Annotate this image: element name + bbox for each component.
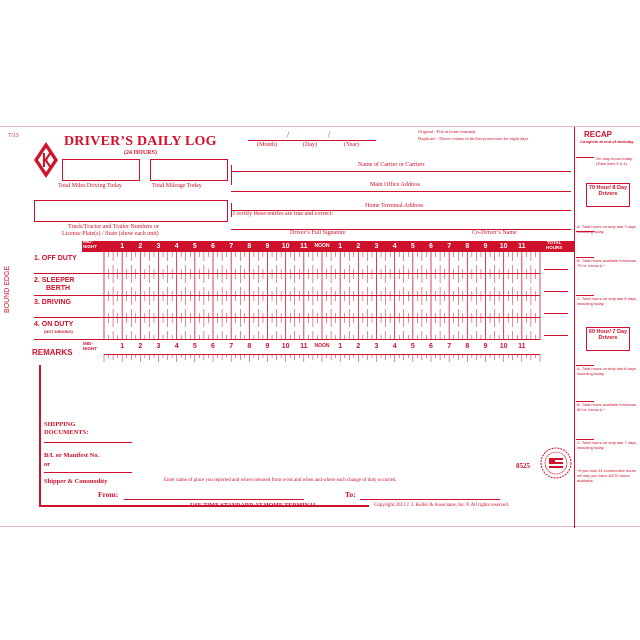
co-driver-field[interactable]: [440, 215, 570, 228]
form-number: 8525: [516, 462, 530, 470]
hour-label-bottom-9: 9: [265, 343, 270, 350]
carrier-name-label: Name of Carrier or Carriers: [358, 162, 425, 168]
recap-subtitle: Complete at end of workday.: [580, 139, 635, 144]
hour-label-bottom-4: 4: [392, 343, 397, 350]
remarks-ruler-ticks: [103, 354, 541, 364]
keller-logo-icon: [33, 141, 59, 179]
hour-label-1: 1: [338, 243, 343, 250]
documents-label: DOCUMENTS:: [44, 429, 89, 436]
truck-label-line2: License Plate(s) / State (show each unit): [62, 231, 159, 237]
certify-statement: I certify these entries are true and correct:: [233, 211, 334, 217]
hour-label-3: 3: [156, 243, 161, 250]
hour-label-bottom-7: 7: [229, 343, 234, 350]
signature-field[interactable]: [232, 215, 432, 228]
hour-label-bottom-1: 1: [338, 343, 343, 350]
shipper-commodity-label: Shipper & Commodity: [44, 478, 108, 485]
hour-label-bottom-5: 5: [192, 343, 197, 350]
date-day-label: (Day): [303, 142, 317, 148]
truck-numbers-field[interactable]: [34, 200, 228, 222]
hour-label-7: 7: [229, 243, 234, 250]
hour-label-2: 2: [356, 243, 361, 250]
copy-duplicate-note: Duplicate - Driver retains in his/her possession for eight days: [418, 136, 529, 141]
recap-70-hour-box: 70 Hour/ 8 Day Drivers: [586, 183, 630, 207]
total-hours-label: TOTAL HOURS: [546, 240, 563, 250]
hour-label-6: 6: [429, 243, 433, 250]
recap-60-a: A. Total hours on duty last 6 days including today.: [577, 366, 636, 376]
recap-60-hour-box: 60 Hour/ 7 Day Drivers: [586, 327, 630, 351]
recap-60-c: C. Total hours on duty last 7 days including today.: [577, 440, 637, 450]
noon-label-bottom: NOON: [314, 343, 330, 349]
duty-row-label-2: 2. SLEEPER: [34, 277, 75, 284]
form-title: DRIVER’S DAILY LOG: [64, 134, 217, 149]
hour-label-bottom-2: 2: [138, 343, 143, 350]
hour-label-bottom-2: 2: [356, 343, 361, 350]
hour-label-11: 11: [300, 243, 308, 250]
recap-title: RECAP: [584, 130, 613, 139]
hour-label-8: 8: [247, 243, 252, 250]
hour-label-bottom-11: 11: [300, 343, 308, 350]
made-in-usa-seal-icon: [540, 447, 572, 479]
time-standard-note: USE TIME STANDARD AT HOME TERMINAL: [190, 503, 318, 509]
date-year-label: (Year): [344, 142, 360, 148]
duty-row-sublabel-4: (NOT DRIVING): [44, 329, 73, 334]
duty-row-sublabel-2: BERTH: [46, 285, 71, 292]
main-office-field[interactable]: [232, 173, 570, 190]
total-mileage-label: Total Mileage Today: [152, 183, 202, 189]
duty-row-label-1: 1. OFF DUTY: [34, 255, 77, 262]
total-miles-driving-label: Total Miles Driving Today: [58, 183, 122, 189]
hour-label-bottom-4: 4: [174, 343, 179, 350]
revision-code: 7/13: [8, 133, 19, 139]
hour-label-6: 6: [211, 243, 215, 250]
noon-label: NOON: [314, 243, 330, 249]
hour-label-5: 5: [192, 243, 197, 250]
hour-label-9: 9: [265, 243, 270, 250]
hour-label-2: 2: [138, 243, 143, 250]
hour-label-bottom-8: 8: [247, 343, 252, 350]
grid-ticks: [103, 252, 541, 391]
driver-log-sheet: 7/13 DRIVER’S DAILY LOG (24 HOURS) / / (Month) (Day) (Year) Original - File at home terminal Duplicate - Driver retains in his/her possession for eight days Total Miles Driving Today Total Mileage Today Name of Carrier or Carriers Main Office Address Truck/Tractor and Trailer Numbers or License Plate(s) / State (show each unit) Home Terminal Address I certify these entries are true and correct: Driver’s Full Signature Co-Driver’s Name BOUND EDGE REMARKS SHIPPING DOCUMENTS: B/L or Manifest No. or Shipper & Commodity Enter name of place you reported and where released from work and when and where each change of duty occurred. From: To: USE TIME STANDARD AT HOME TERMINAL Copyright 2013 J. J. Keller & Associates, Inc.® All rights reserved. 8525 RECAP Complete at end of workday. On duty hours today. (Total lines 3 & 4) 70 Hour/ 8 Day Drivers A. Total hours on duty last 7 days including today. B. Total hours available tomorrow. 70 hr. minus A.* C. Total hours on duty last 8 days including today. 60 Hour/ 7 Day Drivers A. Total hours on duty last 6 days including today. B. Total hours available tomorrow. 60 hr. minus A.* C. Total hours on duty last 7 days including today. *If you took 34 consecutive hours off duty you have 60/70 hours available. MID- NIGHT 1 2 3 4 5 6 7 8 9 10 11 NOON 1 2 3 4 5 6 7 8 9 10 11 TOTAL HOURS 1. OFF DUTY 2. SLEEPER BERTH 3. DRIVING 4. ON DUTY (NOT DRIVING) MID- NIGHT 1 2 3 4 5 6 7 8 9 10 11 NOON 1 2 3 4 5 6 7 8 9 10 11: [0, 126, 640, 527]
total-hours-field-1[interactable]: [544, 256, 568, 270]
hour-label-10: 10: [281, 243, 290, 250]
hour-label-9: 9: [483, 243, 488, 250]
hour-label-bottom-10: 10: [499, 343, 508, 350]
hour-label-bottom-8: 8: [465, 343, 470, 350]
hour-label-8: 8: [465, 243, 470, 250]
signature-label: Driver’s Full Signature: [290, 230, 346, 236]
form-subtitle: (24 HOURS): [124, 150, 157, 156]
truck-label-line1: Truck/Tractor and Trailer Numbers or: [68, 224, 159, 230]
hour-label-bottom-9: 9: [483, 343, 488, 350]
hour-label-7: 7: [447, 243, 452, 250]
bl-manifest-label: B/L or Manifest No.: [44, 452, 100, 459]
or-label: or: [44, 461, 51, 468]
copy-original-note: Original - File at home terminal: [418, 129, 476, 134]
total-mileage-field[interactable]: [150, 159, 228, 181]
to-field[interactable]: [360, 489, 500, 499]
recap-footnote: *If you took 34 consecutive hours off duty you have 60/70 hours available.: [577, 468, 636, 483]
recap-70-a: A. Total hours on duty last 7 days including today.: [577, 224, 636, 234]
midnight-label: MID- NIGHT: [83, 239, 97, 249]
hour-label-bottom-3: 3: [374, 343, 379, 350]
hour-label-4: 4: [174, 243, 179, 250]
remarks-label: REMARKS: [32, 348, 73, 357]
duty-row-label-3: 3. DRIVING: [34, 299, 71, 306]
recap-onduty-today: On duty hours today. (Total lines 3 & 4): [596, 156, 633, 166]
bound-edge-label: BOUND EDGE: [4, 265, 11, 313]
hour-label-bottom-5: 5: [410, 343, 415, 350]
date-month-label: (Month): [257, 142, 277, 148]
main-office-label: Main Office Address: [370, 182, 421, 188]
total-hours-field-3[interactable]: [544, 300, 568, 314]
hour-label-3: 3: [374, 243, 379, 250]
hour-label-bottom-7: 7: [447, 343, 452, 350]
enter-instructions: Enter name of place you reported and where released from work and when and where each change of duty occurred.: [164, 478, 397, 483]
hour-label-bottom-6: 6: [211, 343, 215, 350]
to-label: To:: [345, 490, 356, 499]
hour-label-bottom-6: 6: [429, 343, 433, 350]
total-hours-field-2[interactable]: [544, 278, 568, 292]
date-input[interactable]: [250, 129, 370, 141]
hour-label-bottom-1: 1: [120, 343, 125, 350]
home-terminal-label: Home Terminal Address: [365, 203, 424, 209]
hour-label-11: 11: [518, 243, 526, 250]
co-driver-label: Co-Driver’s Name: [472, 230, 517, 236]
hour-label-bottom-10: 10: [281, 343, 290, 350]
hour-label-5: 5: [410, 243, 415, 250]
hour-label-1: 1: [120, 243, 125, 250]
recap-70-b: B. Total hours available tomorrow. 70 hr. minus A.*: [577, 258, 637, 268]
from-field[interactable]: [124, 489, 304, 499]
hour-label-10: 10: [499, 243, 508, 250]
recap-60-b: B. Total hours available tomorrow. 60 hr. minus A.*: [577, 402, 637, 412]
copyright-notice: Copyright 2013 J. J. Keller & Associates, Inc.® All rights reserved.: [374, 503, 510, 508]
total-hours-field-4[interactable]: [544, 322, 568, 336]
from-label: From:: [98, 490, 119, 499]
total-miles-driving-field[interactable]: [62, 159, 140, 181]
hour-label-4: 4: [392, 243, 397, 250]
recap-70-c: C. Total hours on duty last 8 days including today.: [577, 296, 637, 306]
shipping-label: SHIPPING: [44, 421, 76, 428]
midnight-label-bottom: MID- NIGHT: [83, 341, 97, 351]
hour-label-bottom-3: 3: [156, 343, 161, 350]
duty-row-label-4: 4. ON DUTY: [34, 321, 74, 328]
hour-label-bottom-11: 11: [518, 343, 526, 350]
